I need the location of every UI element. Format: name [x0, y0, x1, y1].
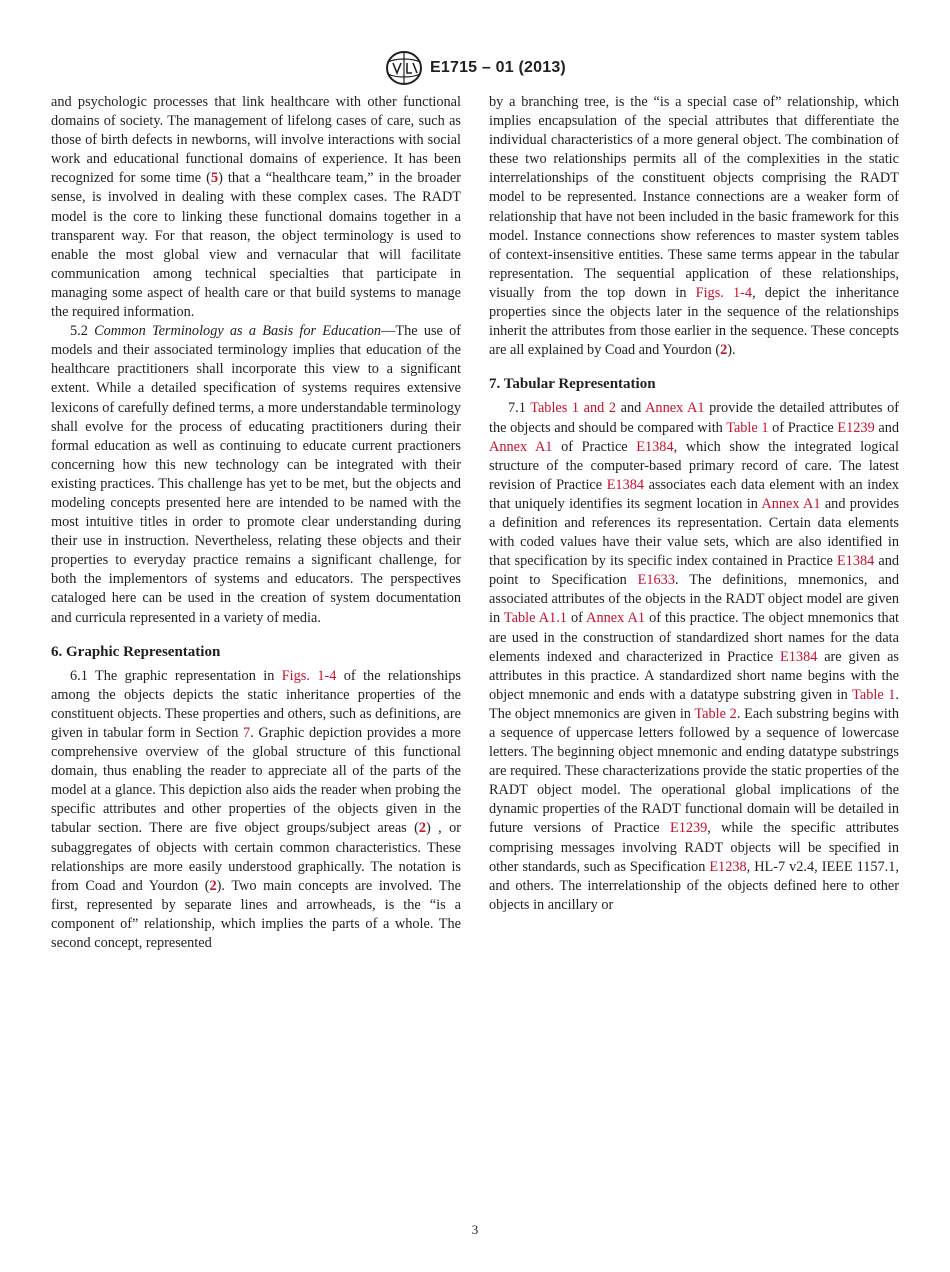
annex-link[interactable]: Annex A1: [489, 438, 553, 455]
astm-logo-icon: [384, 50, 424, 86]
page-number: 3: [471, 1222, 479, 1237]
standard-link[interactable]: E1384: [780, 648, 818, 665]
subsection-title: Common Terminology as a Basis for Education: [94, 323, 382, 340]
paragraph-5-2: 5.2 Common Terminology as a Basis for Education—The use of models and their associated terminology implies that education of the healthcare practitioners shall incorporate this view to a significant extent. While a detailed specification of systems requires extensive lexicons of carefully defined terms, a more understandable terminology shall evolve for the process of educating practitioners during their formal education as well as continuing to educate current practioners concerning how this new technology can be integrated with their existing practices. This challenge has yet to be met, but the objects and modeling concepts presented here are intended to be named with the most intuitive titles in order to promote clear understanding during their use in instruction. Nevertheless, relating these objects and their properties to everyday practice remains a significant challenge, for both the implementors of systems and educators. The perspectives cataloged here can be used in the creation of system documentation and curricula represented in a variety of media.: [51, 323, 462, 626]
standard-link[interactable]: E1384: [636, 438, 674, 455]
section-7-link[interactable]: 7: [243, 725, 251, 741]
standard-link[interactable]: E1239: [837, 419, 875, 436]
paragraph-continued: by a branching tree, is the “is a special case of” relationship, which implies encapsulation of the special attributes that differentiate the individual characteristics of a more general object. The combination of these two relationships permits all of the complexities in the static interrelationships of the constituent objects comprising the RADT model to be represented. Instance connections are a weaker form of relationship that have not been included in the basic framework for this model. Instance connections show references to master system tables of context-insensitive entities. These same terms appear in the tabular representation. The sequential application of these relationships, visually from the top down in Figs. 1-4, depict the inheritance properties since the objects later in the sequence of the relationships inherit the attributes from those earlier in the sequence. These concepts are all explained by Coad and Yourdon (2).: [489, 94, 900, 359]
standard-link[interactable]: E1633: [637, 572, 675, 589]
table-link[interactable]: Table 1: [726, 419, 769, 436]
page-header: [0, 48, 950, 88]
document-designation: E1715 – 01 (2013): [430, 59, 566, 76]
section-heading-7: 7. Tabular Representation: [489, 376, 656, 393]
table-link[interactable]: Table A1.1: [503, 610, 567, 627]
citation-ref[interactable]: 2: [209, 877, 217, 894]
right-column: [489, 93, 899, 915]
standard-link[interactable]: E1384: [836, 553, 875, 570]
section-heading-6: 6. Graphic Representation: [51, 643, 221, 660]
standard-link[interactable]: E1239: [669, 820, 708, 837]
tables-link[interactable]: Tables 1 and 2: [530, 400, 617, 417]
table-link[interactable]: Table 2: [694, 705, 737, 722]
figs-link[interactable]: Figs. 1-4: [281, 667, 337, 684]
citation-ref[interactable]: 5: [210, 170, 219, 187]
paragraph-continued: and psychologic processes that link healthcare with other functional domains of society. The management of lifelong cases of care, such as those of birth defects in newborns, will involve interactions with social work and educational functional domains of experience. It has been recognized for some time (5) that a “healthcare team,” in the broader sense, is involved in dealing with these complex cases. The RADT model is the core to linking these functional domains together in a transparent way. For that reason, the object terminology is used to enable the most global view and vernacular that will facilitate communication among technical specialties that participate in managing some aspect of health care or that build systems to manage the required information.: [51, 94, 462, 321]
left-column: [51, 93, 461, 953]
figs-link[interactable]: Figs. 1-4: [695, 284, 753, 301]
citation-ref[interactable]: 2: [720, 342, 728, 359]
annex-link[interactable]: Annex A1: [761, 495, 821, 512]
table-link[interactable]: Table 1: [852, 686, 896, 703]
paragraph-7-1: 7.1 Tables 1 and 2 and Annex A1 provide the detailed attributes of the objects and should be compared with Table 1 of Practice E1239 and Annex A1 of Practice E1384, which show the integrated logical structure of the computer-based primary record of care. The latest revision of Practice E1384 associates each data element with an index that uniquely identifies its segment location in Annex A1 and provides a definition and references its representation. Certain data elements with coded values have their value sets, which are also identified in that specification by its specific index contained in Practice E1384 and point to Specification E1633. The definitions, mnemonics, and associated attributes of the objects in the RADT object model are given in Table A1.1 of Annex A1 of this practice. The object mnemonics that are used in the construction of standardized short names for the data elements indexed and characterized in Practice E1384 are given as attributes in this practice. A standardized short name begins with the object mnemonic and ends with a datatype substring given in Table 1. The object mnemonics are given in Table 2. Each substring begins with a sequence of uppercase letters followed by a sequence of lowercase letters. The beginning object mnemonic and ending datatype substrings are required. These characterizations provide the static properties of the RADT object model. The operational global implications of the dynamic properties of the RADT functional domain will be detailed in future versions of Practice E1239, while the specific attributes comprising messages involving RADT objects will be specified in other standards, such as Specification E1238, HL-7 v2.4, IEEE 1157.1, and others. The interrelationship of the objects defined here to other objects in ancillary or: [489, 400, 900, 913]
annex-link[interactable]: Annex A1: [645, 400, 705, 417]
annex-link[interactable]: Annex A1: [586, 610, 646, 627]
paragraph-6-1: 6.1 The graphic representation in Figs. 1-4 of the relationships among the objects depicts the static inheritance properties of the constituent objects. These properties and others, such as definitions, are given in tabular form in Section 7. Graphic depiction provides a more comprehensive overview of the global structure of this functional domain, thus enabling the reader to appreciate all of the parts of the model at a glance. This depiction also aids the reader when probing the specific attributes and other properties of the objects given in the tabular section. There are five object groups/subject areas (2) , or subaggregates of objects with certain common characteristics. These relationships are more easily understood graphically. The notation is from Coad and Yourdon (2). Two main concepts are involved. The first, represented by separate lines and arrowheads, is the “is a component of” relationship, which implies the parts of a whole. The second concept, represented: [51, 667, 461, 952]
citation-ref[interactable]: 2: [418, 820, 427, 837]
standard-link[interactable]: E1238: [709, 858, 747, 875]
standard-link[interactable]: E1384: [606, 476, 645, 493]
